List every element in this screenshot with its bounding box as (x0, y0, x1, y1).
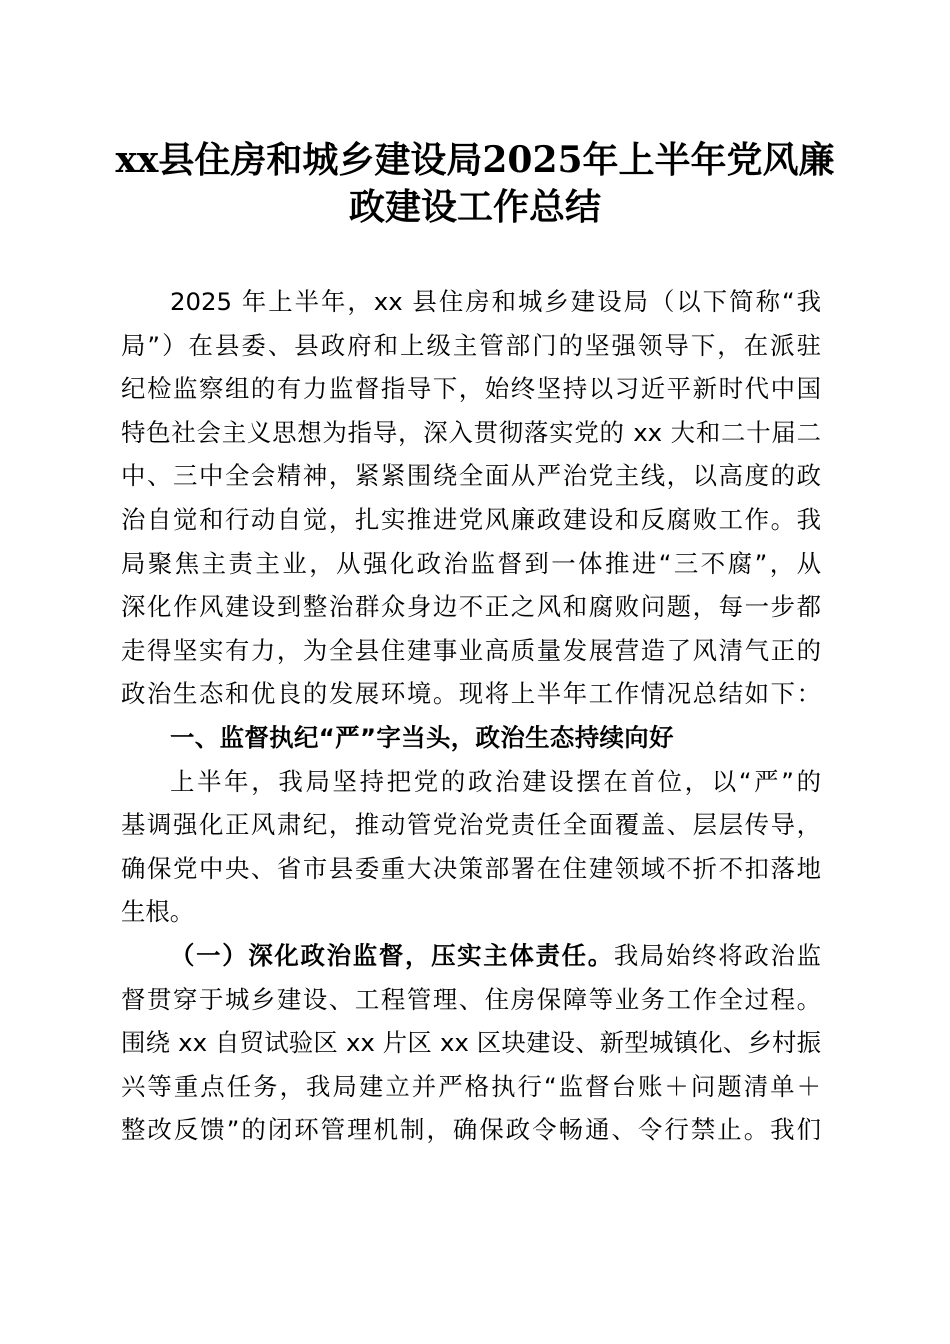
intro-line: 局聚焦主责主业，从强化政治监督到一体推进“三不腐”，从 (121, 548, 821, 578)
intro-line: 中、三中全会精神，紧紧围绕全面从严治党主线，以高度的政 (121, 461, 821, 491)
document-title (100, 137, 850, 231)
subsection-line: 督贯穿于城乡建设、工程管理、住房保障等业务工作全过程。 (121, 984, 821, 1014)
subsection-heading-1: （一）深化政治监督，压实主体责任。 (170, 940, 614, 970)
document-body (121, 280, 821, 1152)
subsection-line: 围绕 xx 自贸试验区 xx 片区 xx 区块建设、新型城镇化、乡村振 (121, 1028, 821, 1058)
subsection-first-line-rest: 我局始终将政治监 (613, 940, 821, 970)
intro-line: 走得坚实有力，为全县住建事业高质量发展营造了风清气正的 (121, 635, 821, 665)
intro-line: 特色社会主义思想为指导，深入贯彻落实党的 xx 大和二十届二 (121, 417, 821, 447)
section-line: 上半年，我局坚持把党的政治建设摆在首位，以“严”的 (170, 766, 821, 796)
intro-line: 深化作风建设到整治群众身边不正之风和腐败问题，每一步都 (121, 592, 821, 622)
section-line: 生根。 (121, 897, 195, 927)
section-line: 基调强化正风肃纪，推动管党治党责任全面覆盖、层层传导， (121, 810, 821, 840)
section-line: 确保党中央、省市县委重大决策部署在住建领域不折不扣落地 (121, 853, 821, 883)
title-line-2: 政建设工作总结 (348, 186, 601, 228)
subsection-first-line (121, 934, 821, 978)
subsection-line: 整改反馈”的闭环管理机制，确保政令畅通、令行禁止。我们 (121, 1115, 821, 1145)
intro-line: 政治生态和优良的发展环境。现将上半年工作情况总结如下： (121, 679, 821, 709)
section-heading-1: 一、监督执纪“严”字当头，政治生态持续向好 (170, 722, 674, 752)
intro-line: 2025 年上半年，xx 县住房和城乡建设局（以下简称“我 (170, 287, 821, 316)
intro-line: 局”）在县委、县政府和上级主管部门的坚强领导下，在派驻 (121, 330, 821, 360)
subsection-line: 兴等重点任务，我局建立并严格执行“监督台账＋问题清单＋ (121, 1071, 821, 1101)
intro-line: 治自觉和行动自觉，扎实推进党风廉政建设和反腐败工作。我 (121, 504, 821, 534)
intro-line: 纪检监察组的有力监督指导下，始终坚持以习近平新时代中国 (121, 374, 821, 404)
title-line-1: xx县住房和城乡建设局2025年上半年党风廉 (115, 139, 835, 181)
